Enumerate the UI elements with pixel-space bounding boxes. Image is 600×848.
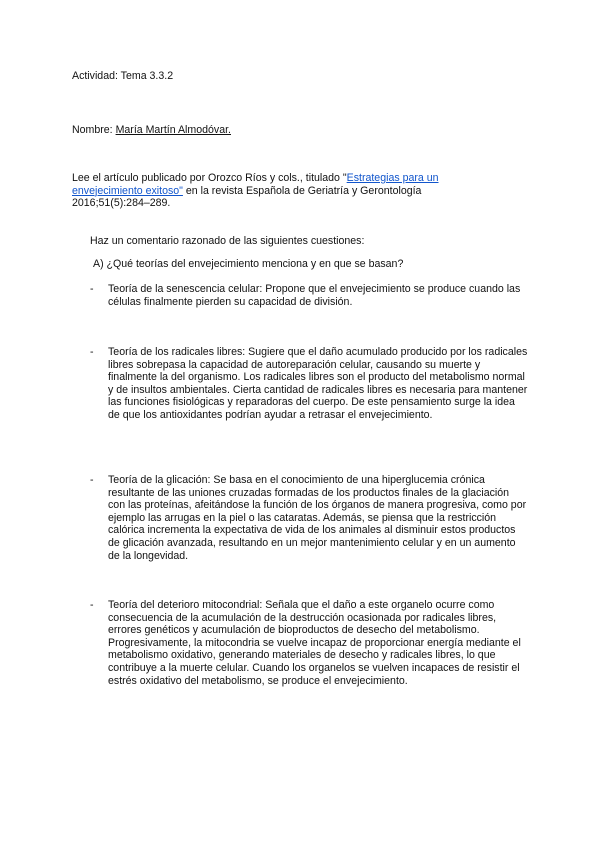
- intro-paragraph: [72, 172, 452, 210]
- activity-title: Actividad: Tema 3.3.2: [72, 70, 174, 82]
- bullet-marker: -: [90, 599, 94, 611]
- intro-text-after: en la revista Española de Geriatría y Gerontología 2016;51(5):284–289.: [72, 184, 422, 210]
- theory-senescence: Teoría de la senescencia celular: Propone que el envejecimiento se produce cuando las células finalmente pierden su capacidad de división.: [108, 283, 521, 308]
- intro-text-before: Lee el artículo publicado por Orozco Ríos y cols., titulado ": [72, 172, 347, 184]
- bullet-marker: -: [90, 283, 94, 295]
- student-name-line: [72, 124, 231, 137]
- theory-glycation: Teoría de la glicación: Se basa en el conocimiento de una hiperglucemia crónica resultante de las uniones cruzadas formadas de los productos finales de la glaciación con las proteínas, afeitándose la función de los órganos de manera progresiva, como por ejemplo las arrugas en la piel o las cataratas. Además, se piensa que la restricción calórica incrementa la expectativa de vida de los animales al disminuir estos productos de glicación avanzada, resultando en un mejor mantenimiento celular y en un aumento de la longevidad.: [108, 474, 527, 562]
- theory-free-radicals: Teoría de los radicales libres: Sugiere que el daño acumulado producido por los radicales libres sobrepasa la capacidad de autoreparación celular, causando su muerte y finalmente la del organismo. Los radicales libres son el producto del metabolismo normal y de insultos ambientales. Cierta cantidad de radicales libres es necesaria para mantener las funciones fisiológicas y reparadoras del cuerpo. De este pensamiento surge la idea de que los antioxidantes podrían ayudar a retrasar el envejecimiento.: [108, 346, 528, 421]
- bullet-marker: -: [90, 474, 94, 486]
- name-value: María Martín Almodóvar.: [115, 124, 231, 136]
- theory-mitochondrial: Teoría del deterioro mitocondrial: Señala que el daño a este organelo ocurre como consecuencia de la acumulación de la destrucción ocasionada por radicales libres, errores genéticos y acumulación de bioproductos de desecho del metabolismo. Progresivamente, la mitocondria se vuelve incapaz de proporcionar energía mediante el metabolismo oxidativo, generando materiales de desecho y radicales libres, lo que contribuye a la muerte celular. Cuando los organelos se vuelven incapaces de resistir el estrés oxidativo del metabolismo, se produce el envejecimiento.: [108, 599, 521, 687]
- question-a: A) ¿Qué teorías del envejecimiento menciona y en que se basan?: [93, 258, 404, 270]
- name-label: Nombre:: [72, 124, 116, 136]
- task-instruction: Haz un comentario razonado de las siguientes cuestiones:: [90, 235, 365, 247]
- bullet-marker: -: [90, 346, 94, 358]
- article-link[interactable]: Estrategias para un envejecimiento exitoso": [72, 172, 439, 197]
